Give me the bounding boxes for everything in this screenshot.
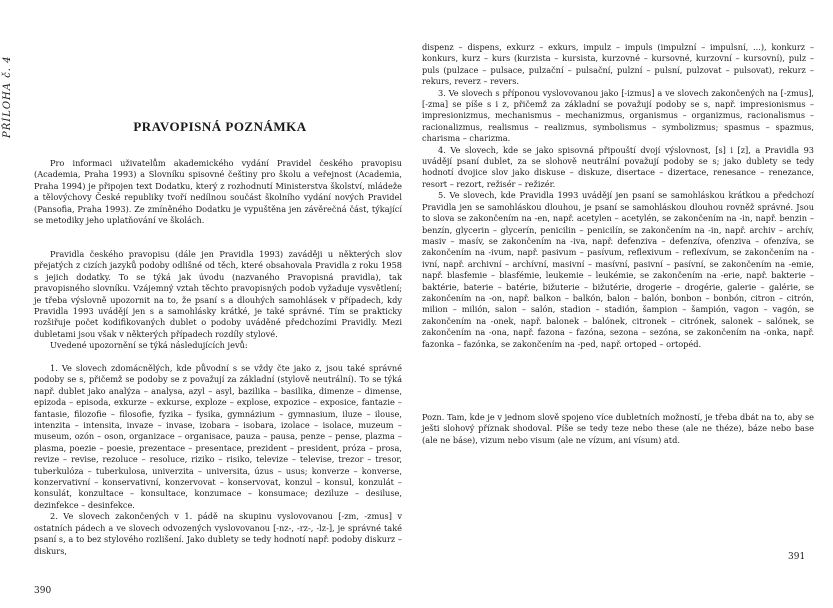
page-number: 390 (34, 586, 52, 596)
right-page (416, 0, 833, 608)
rule-5-paragraph: 5. Ve slovech, kde Pravidla 1993 uvádějí jen psaní se samohláskou krátkou a předchozí Pravidla jen se samohláskou dlouhou, je psaní se samohláskou dlouhou rovněž správné. Jsou to slova se zakončením na -en, např. acetylen – acetylén, se zakončením na -in, např. benzin – benzín, glycerin – glycerín, penicilin – penicilín, se zakončením na -in, např. archiv – archív, masiv – masív, se zakončením na -iva, např. defenziva – defenzíva, ofenziva – ofenzíva, se zakončením na -ivum, např. pasivum – pasívum, reflexivum – reflexívum, se zakončením na -ivní, např. archivní – archívní, masivní – masívní, pasivní – pasívní, se zakončením na -emie, např. blasfemie – blasfémie, leukemie – leukémie, se zakončením na -erie, např. bakterie – baktérie, baterie – batérie, bižuterie – bižutérie, drogerie – drogérie, galerie – galérie, se zakončením na -on, např. balkon – balkón, balon – balón, bonbon – bonbón, citron – citrón, milion – milión, salon – salón, stadion – stadión, šampion – šampión, vagon – vagón, se zakončením na -onek, např. balonek – balónek, citronek – citrónek, salonek – salónek, se zakončením na -ona, např. fazona – fazóna, sezona – sezóna, se zakončením na -onka, např. fazonka – fazónka, se zakončením na -ped, např. ortoped – ortopéd. (422, 190, 814, 349)
paragraph-text: Pro informaci uživatelům akademického vydání Pravidel českého pravopisu (Academia, Praha 1993) a Slovníku spisovné češtiny pro školu a veřejnost (Academia, Praha 1994) je připojen text Dodatku, který z rozhodnutí Ministerstva školství, mládeže a tělovýchovy České republiky tvoří nedílnou součást školního vydání nových Pravidel (Pansofia, Praha 1993). Ze zmíněného Dodatku je vypuštěna jen závěrečná část, týkající se metodiky jeho uplatňování ve školách. (34, 158, 402, 226)
note-text: Pozn. Tam, kde je v jednom slově spojeno více dubletních možností, je třeba dbát na to, aby se ješti slohový příznak shodoval. Píše se tedy teze nebo these (ale ne théze), báze nebo base (ale ne báse), vizum nebo visum (ale ne vízum, ani vísum) atd. (422, 412, 814, 445)
numbered-rules (34, 363, 402, 557)
page-number: 391 (788, 552, 806, 562)
left-page (0, 0, 416, 608)
note-paragraph (422, 412, 814, 446)
rules-paragraph (34, 249, 402, 352)
rule-1-paragraph: 1. Ve slovech zdomácnělých, kde původní s se vždy čte jako z, jsou také správné podoby se s, přičemž se podoby se z považují za základní (stylově neutrální). To se týká např. dublet jako analýza – analysa, azyl – asyl, bazilika – basilika, dimenze – dimense, epizoda – episoda, exkurze – exkurse, exploze – explose, expozice – exposice, fantazie – fantasie, filozofie – filosofie, fyzika – fysika, gymnázium – gymnasium, iluze – ilouse, intenzita – intensita, invaze – invase, izobara – isobara, izolace – isolace, muzeum – museum, ozón – oson, organizace – organisace, pauza – pausa, penze – pense, plazma – plasma, poezie – poesie, prezentace – presentace, prezident – president, próza – prosa, revize – revise, rezoluce – resoluce, riziko – risiko, televize – televise, trezor – tresor, tuberkulóza – tuberkulosa, univerzita – universita, úzus – usus; konverze – konverse, konzervativní – konservativní, konzervovat – konservovat, konzul – konsul, konzulát – konsulát, konzultace – konsultace, konzumace – konsumace; deziluze – desiluse, dezinfekce – desinfekce. (34, 363, 402, 510)
rules-continued (422, 42, 814, 350)
appendix-margin-note: PŘÍLOHA č. 4 (2, 55, 13, 138)
intro-paragraph (34, 158, 402, 226)
paragraph-text: Pravidla českého pravopisu (dále jen Pravidla 1993) zaváději u některých slov přejatých z cizích jazyků podoby odlišné od těch, které obsahovala Pravidla z roku 1958 s jejich dodatky. To se týká jak úvodu (nazvaného Pravopisná pravidla), tak pravopisného slovníku. Vzájemný vztah těchto pravopisných podob vyžaduje vysvětlení; je třeba výslovně upozornit na to, že psaní s a dlouhých samohlásek v případech, kdy Pravidla 1993 uvádějí jen s a samohlásky krátké, je také správné. Tím se prakticky rozšiřuje počet kodifikovaných dublet o podoby uváděné předchozími Pravidly. Mezi dubletami jsou však v některých případech rozdíly stylové. (34, 249, 402, 339)
rule-4-paragraph: 4. Ve slovech, kde se jako spisovná připouští dvojí výslovnost, [s] i [z], a Pravidla 93 uvádějí psaní dublet, za se slohově neutrální považují podoby se s; jako dublety se tedy hodnotí dvojice slov jako diskuse – diskuze, disertace – dizertace, renesance – renezance, resort – rezort, režisér – režizér. (422, 144, 814, 189)
page-title: PRAVOPISNÁ POZNÁMKA (133, 119, 307, 134)
paragraph-text: Uvedené upozornění se týká následujících jevů: (50, 340, 248, 351)
rule-2-paragraph: 2. Ve slovech zakončených v 1. pádě na skupinu vyslovovanou [-zm, -zmus] v ostatních pádech a ve slovech odvozených vyslovovanou [-nz-, -rz-, -lz-], je správné také psaní s, a to bez stylového rozlišení. Jako dublety se tedy hodnotí např. podoby diskurz – diskurs, (34, 511, 402, 556)
rule-2-continued: dispenz – dispens, exkurz – exkurs, impulz – impuls (impulzní – impulsní, ...), konkurz – konkurs, kurz – kurs (kurzista – kursista, kurzovné – kursovné, kurzovní – kursovní), pulz – puls (pulzace – pulsace, pulzační – pulsační, pulzní – pulsní, pulzovat – pulsovat), rekurz – rekurs, reverz – revers. (422, 42, 814, 87)
rule-3-paragraph: 3. Ve slovech s příponou vyslovovanou jako [-izmus] a ve slovech zakončených na [-zmus], [-zma] se píše s i z, přičemž za základní se považují podoby se s, např. impresionismus – impresionizmus, mechanismus – mechanizmus, organismus – organizmus, racionalismus – racionalizmus, realismus – realizmus, symbolismus – symbolizmus; spasmus – spazmus, charisma – charizma. (422, 87, 814, 144)
